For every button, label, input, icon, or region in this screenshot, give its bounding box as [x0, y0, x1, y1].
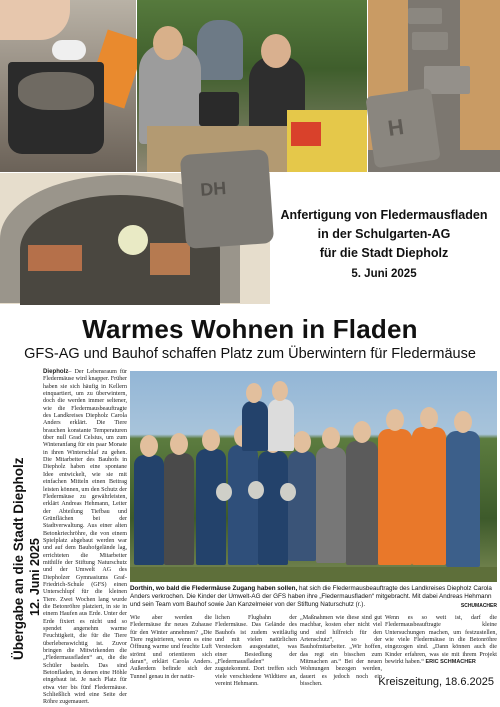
photo-credit: SCHUMACHER: [460, 603, 497, 609]
dateline: Diepholz: [43, 368, 69, 375]
article-column-1: [43, 368, 127, 706]
photo-caption-text: hat sich die Fledermausbeauftragte des Landkreises Diepholz Carola Anders verkrochen. Die Kinder der Umwelt-AG der GFS haben ihre „Fledermausfladen“ mitgebracht. Mit dabei Andreas Hehmann und sein Team vom Bauhof sowie Jan Kanzelmeier von der Stiftung Naturschutz (r.).: [130, 585, 492, 608]
vertical-note-line-1: Übergabe an die Stadt Diepholz: [11, 457, 26, 660]
article-column-2: Wie aber werden die Fledermäuse ihr neues Zuhause für den Winter annehmen? „Die Tiere registrieren, wenn es eine Öffnung warme und feuchte Luft strömt und orientieren sich daran“, erklärt Carola Anders. Außerdem befinde sich der Tunnel genau in der natür-: [130, 615, 212, 680]
caption-line-1: Anfertigung von Fledermausfladen: [280, 208, 488, 222]
author: ERIC SCHMACHER: [425, 659, 476, 666]
tile-letters: DH: [199, 178, 227, 200]
caption-line-2: in der Schulgarten-AG: [317, 227, 451, 241]
photo-children-working: [137, 0, 367, 172]
subheadline: GFS-AG und Bauhof schaffen Platz zum Überwintern für Fledermäuse: [24, 346, 476, 362]
article-column-4: „Maßnahmen wie diese sind gut machbar, kosten eher nicht viel und sind hilfreich für den Artenschutz“, so der Bauhofmitarbeiter. „Wir hoffen, das regt ein bisschen zum Mitmachen an.“ Bei der neuen Wohnungen bezogen werden, dauert es jedoch noch ein bisschen.: [300, 615, 382, 688]
article-column-5: [385, 615, 497, 673]
collage-caption: [270, 206, 498, 284]
bat-tile-image: [180, 149, 274, 249]
photo-drying-tiles: [368, 0, 500, 172]
article-text-5: Wenn es so weit ist, darf die Fledermausbeauftragte kleine Untersuchungen machen, um festzustellen, wie viele Fledermäuse in die Betonröhre eingezogen sind. „Dann können auch die Kinder erfahren, was sie mit ihrem Projekt bewirkt haben.“: [385, 615, 497, 666]
vertical-note: [11, 420, 42, 660]
photo-caption: [130, 585, 497, 610]
photo-caption-lead: Dorthin, wo bald die Fledermäuse Zugang haben sollen,: [130, 585, 298, 592]
caption-line-3: für die Stadt Diepholz: [319, 246, 449, 260]
tile-letter: H: [386, 114, 406, 141]
group-photo: [130, 371, 497, 582]
photo-bucket-mixing: [0, 0, 136, 172]
caption-date: 5. Juni 2025: [351, 268, 417, 280]
source-citation: Kreiszeitung, 18.6.2025: [378, 676, 494, 688]
vertical-note-line-2: 12. Juni 2025: [28, 538, 42, 616]
article-text-1: – Der Lebensraum für Fledermäuse wird knapper. Früher haben sie sich häufig in Kellern einquartiert, um zu überwintern, doch die werden immer seltener, wie die Fledermausbeauftragte des Landkreises Diepholz Carola Anders erklärt. Die Tiere brauchen konstante Temperaturen über null Grad Celsius, um zum Winteranfang für ein paar Monate in ihren Winterschlaf zu gehen. Die Mitarbeiter des Bauhofs in Diepholz haben eine spontane Idee entwickelt, wie sie mit einfachen Mitteln einen Beitrag leisten können, um den Schutz der Fledermäuse zu gewährleisten, erklärt Andreas Hehmann, Leiter der Abteilung Tiefbau und Grünflächen bei der Stadtverwaltung. Aus einer alten Betonkriechröhre, die von einem Spielplatz abgebaut werden war und auf dem Bauhofgelände lag, errichteten die Mitarbeiter mithilfe der Stiftung Naturschutz und der Umwelt AG des Diepholzer Gymnasiums Graf-Friedrich-Schule (GFS) einen Unterschlupf für die kleinen Tiere. Zwei Wochen lang wurde die Betonröhre platziert, in sie in einem Haufen aus Erde. Unter der Erde fixiert es nicht und so spendet angenehm warme Feuchtigkeit, die für die Tiere überlebenswichtig ist. Zuvor bringen die Mitwirkenden die „Fledermausfladen“ an, die die Schüler basteln. Das sind Betonfladen, in denen eine Höhle eingebaut ist. Je nach Platz für etwa vier bis fünf Fledermäuse. Schließlich wird eine Seite der Röhre zugemauert.: [43, 369, 127, 706]
headline: Warmes Wohnen in Fladen: [82, 314, 418, 344]
article-column-3: lichen Flugbahn der Fledermäuse. Das Gelände des Bauhofs ist zudem weitläufig und mit vielen natürlichen Verstecken ausgestattet, was einer Besiedlung der „Fledermausfladen“ zugutekommt. Dort treffen sich viele verschiedene Wildtiere an, vereint Hehmann.: [215, 615, 297, 688]
